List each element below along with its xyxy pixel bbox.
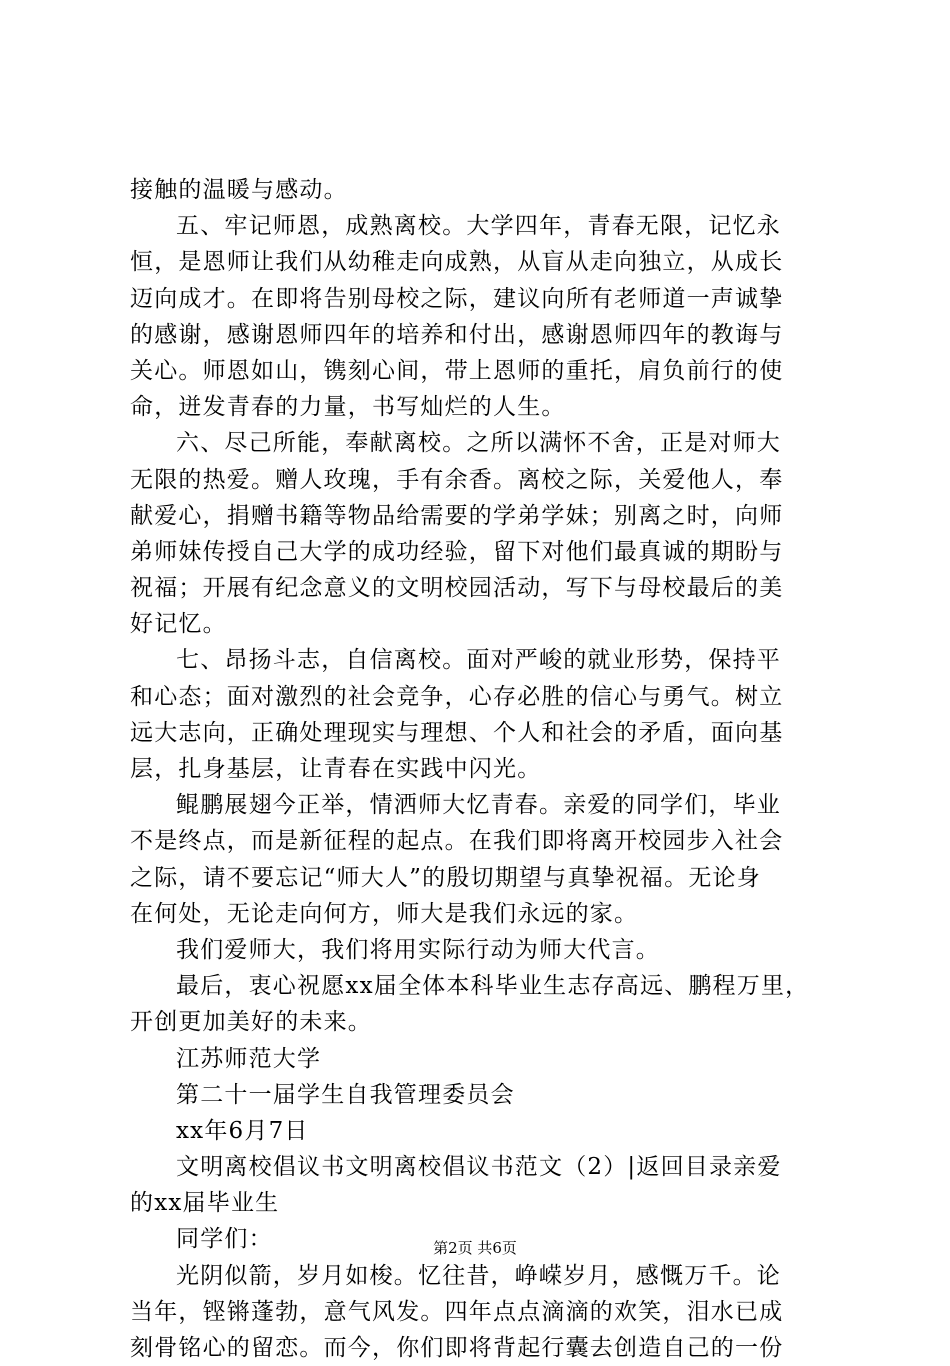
text-line: 恒，是恩师让我们从幼稚走向成熟，从盲从走向独立，从成长 [130, 249, 784, 276]
text-line: 远大志向，正确处理现实与理想、个人和社会的矛盾，面向基 [130, 719, 784, 746]
text-line: 同学们： [176, 1226, 273, 1253]
text-line: 最后，衷心祝愿xx届全体本科毕业生志存高远、鹏程万里， [176, 973, 810, 1000]
text-line: 鲲鹏展翅今正举，情洒师大忆青春。亲爱的同学们，毕业 [176, 792, 781, 819]
text-line: 无限的热爱。赠人玫瑰，手有余香。离校之际，关爱他人，奉 [130, 466, 784, 493]
text-line: 接触的温暖与感动。 [130, 177, 348, 203]
text-line: 七、昂扬斗志，自信离校。面对严峻的就业形势，保持平 [176, 647, 781, 674]
text-line: 层，扎身基层，让青春在实践中闪光。 [130, 756, 542, 782]
text-line: xx年6月7日 [176, 1117, 309, 1144]
text-line: 我们爱师大，我们将用实际行动为师大代言。 [176, 936, 660, 963]
text-line: 六、尽己所能，奉献离校。之所以满怀不舍，正是对师大 [176, 430, 781, 457]
text-line: 献爱心，捐赠书籍等物品给需要的学弟学妹；别离之时，向师 [130, 502, 784, 529]
page-footer: 第2页 共6页 [433, 1239, 517, 1257]
text-line: 光阴似箭，岁月如梭。忆往昔，峥嵘岁月，感慨万千。论 [176, 1262, 781, 1289]
text-line: 的xx届毕业生 [130, 1190, 280, 1217]
text-line: 迈向成才。在即将告别母校之际，建议向所有老师道一声诚挚 [130, 285, 784, 312]
text-line: 不是终点，而是新征程的起点。在我们即将离开校园步入社会 [130, 828, 784, 855]
text-line: 好记忆。 [130, 611, 227, 638]
text-line: 第二十一届学生自我管理委员会 [176, 1081, 515, 1108]
text-line: 和心态；面对激烈的社会竞争，心存必胜的信心与勇气。树立 [130, 683, 784, 710]
text-line: 祝福；开展有纪念意义的文明校园活动，写下与母校最后的美 [130, 575, 784, 602]
text-line: 在何处，无论走向何方，师大是我们永远的家。 [130, 900, 639, 927]
text-line: 的感谢，感谢恩师四年的培养和付出，感谢恩师四年的教诲与 [130, 321, 784, 348]
text-line: 开创更加美好的未来。 [130, 1009, 372, 1036]
text-line: 命，迸发青春的力量，书写灿烂的人生。 [130, 394, 566, 421]
text-line: 刻骨铭心的留恋。而今，你们即将背起行囊去创造自己的一份 [130, 1335, 784, 1361]
text-line: 关心。师恩如山，镌刻心间，带上恩师的重托，肩负前行的使 [130, 357, 784, 384]
document-body [130, 172, 830, 1366]
text-line: 文明离校倡议书文明离校倡议书范文（2）|返回目录亲爱 [176, 1154, 782, 1181]
text-line: 江苏师范大学 [176, 1045, 322, 1072]
text-line: 五、牢记师恩，成熟离校。大学四年，青春无限，记忆永 [176, 213, 781, 240]
text-line: 弟师妹传授自己大学的成功经验，留下对他们最真诚的期盼与 [130, 538, 784, 565]
text-line: 之际，请不要忘记“师大人”的殷切期望与真挚祝福。无论身 [130, 864, 761, 891]
text-line: 当年，铿锵蓬勃，意气风发。四年点点滴滴的欢笑，泪水已成 [130, 1298, 784, 1325]
